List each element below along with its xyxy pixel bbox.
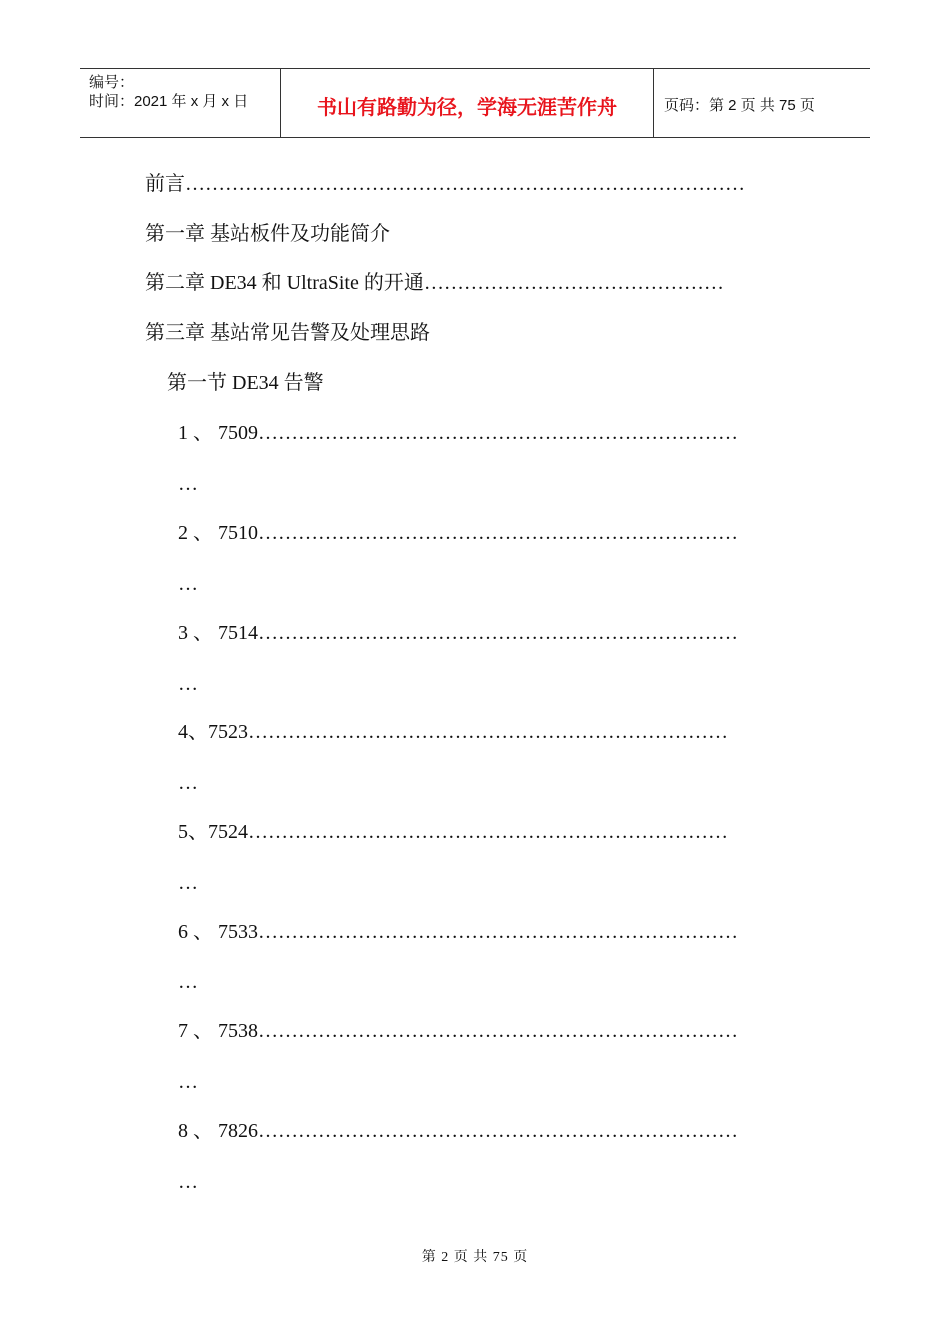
toc-entry-item: 3 、 7514……………………………………………………………… — [178, 622, 738, 644]
time-label: 时间：2021 年 x 月 x 日 — [89, 93, 249, 110]
toc-entry-item: 7 、 7538……………………………………………………………… — [178, 1020, 738, 1042]
toc-entry-item: 8 、 7826……………………………………………………………… — [178, 1120, 738, 1142]
toc-entry-continuation: … — [178, 1071, 198, 1093]
toc-entry-chapter-1: 第一章 基站板件及功能简介 — [145, 223, 390, 245]
toc-entry-continuation: … — [178, 872, 198, 894]
toc-entry-chapter-3: 第三章 基站常见告警及处理思路 — [145, 322, 430, 344]
toc-entry-item: 4、7523……………………………………………………………… — [178, 721, 728, 743]
header-meta — [80, 69, 281, 137]
toc-entry-item: 6 、 7533……………………………………………………………… — [178, 921, 738, 943]
toc-entry-preface: 前言………………………………………………………………………… — [145, 173, 745, 195]
toc-entry-continuation: … — [178, 772, 198, 794]
toc-entry-section-1: 第一节 DE34 告警 — [167, 372, 324, 394]
toc-entry-item: 2 、 7510……………………………………………………………… — [178, 522, 738, 544]
toc-entry-item: 5、7524……………………………………………………………… — [178, 821, 728, 843]
toc-entry-continuation: … — [178, 971, 198, 993]
toc-entry-continuation: … — [178, 573, 198, 595]
toc-entry-item: 1 、 7509……………………………………………………………… — [178, 422, 738, 444]
number-label: 编号： — [89, 74, 135, 91]
header-page-info: 页码：第 2 页 共 75 页 — [664, 96, 815, 114]
header-motto: 书山有路勤为径，学海无涯苦作舟 — [281, 69, 654, 137]
toc-entry-continuation: … — [178, 673, 198, 695]
page-footer: 第 2 页 共 75 页 — [421, 1250, 529, 1265]
document-header — [80, 68, 870, 138]
toc-entry-chapter-2: 第二章 DE34 和 UltraSite 的开通……………………………………… — [145, 272, 724, 294]
toc-entry-continuation: … — [178, 473, 198, 495]
toc-entry-continuation: … — [178, 1171, 198, 1193]
